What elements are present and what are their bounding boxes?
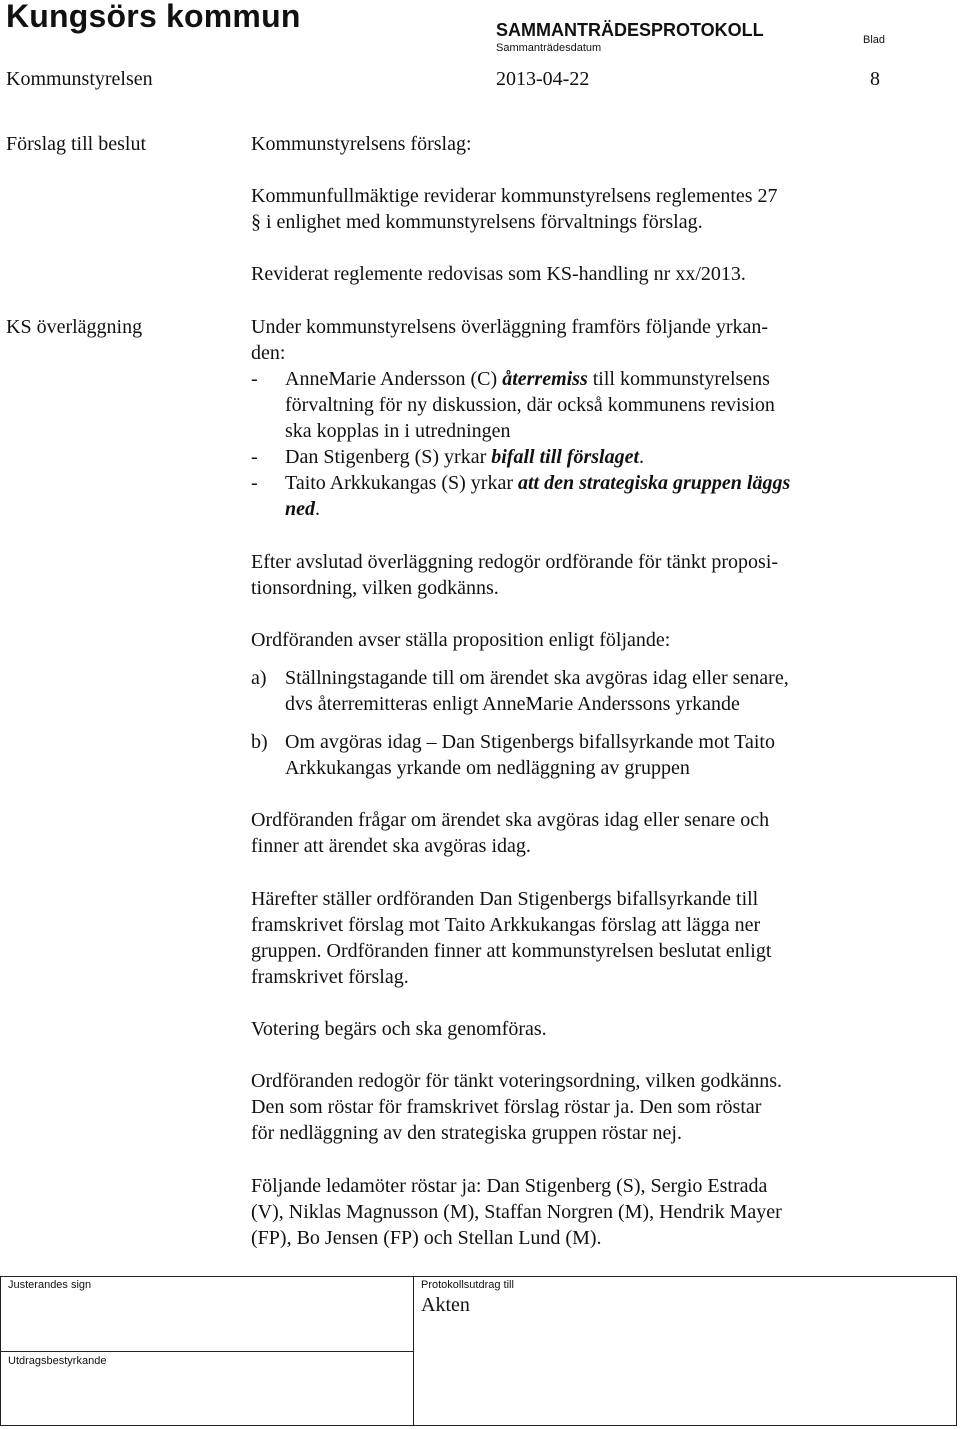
- document-type: SAMMANTRÄDESPROTOKOLL: [496, 20, 764, 40]
- paragraph-line: Ordföranden frågar om ärendet ska avgöras idag eller senare och: [251, 809, 770, 831]
- proposal-line: Reviderat reglemente redovisas som KS-handling nr xx/2013.: [251, 263, 746, 285]
- deliberation-intro: den:: [251, 342, 286, 364]
- dash-marker: -: [251, 472, 258, 494]
- deliberation-label: KS överläggning: [6, 316, 143, 338]
- dash-marker: -: [251, 446, 258, 468]
- paragraph-line: gruppen. Ordföranden finner att kommunstyrelsen beslutat enligt: [251, 940, 772, 962]
- extract-recipient-label: Protokollsutdrag till: [421, 1279, 514, 1291]
- footer-divider-horizontal: [0, 1351, 414, 1352]
- paragraph-line: Följande ledamöter röstar ja: Dan Stigenberg (S), Sergio Estrada: [251, 1175, 768, 1197]
- meeting-date-label: Sammanträdesdatum: [496, 42, 602, 54]
- list-item-b: Om avgöras idag – Dan Stigenbergs bifallsyrkande mot Taito: [285, 731, 775, 753]
- motion-item: - Dan Stigenberg (S) yrkar bifall till förslaget.: [251, 446, 645, 468]
- proposal-line: Kommunfullmäktige reviderar kommunstyrelsens reglementes 27: [251, 185, 778, 207]
- emphasis: bifall till förslaget: [491, 446, 640, 468]
- proposal-line: § i enlighet med kommunstyrelsens förvaltnings förslag.: [251, 211, 703, 233]
- deliberation-intro: Under kommunstyrelsens överläggning framförs följande yrkan-: [251, 316, 769, 338]
- paragraph-line: tionsordning, vilken godkänns.: [251, 577, 499, 599]
- meeting-date: 2013-04-22: [496, 68, 590, 90]
- paragraph-line: Den som röstar för framskrivet förslag röstar ja. Den som röstar: [251, 1096, 762, 1118]
- paragraph-line: (FP), Bo Jensen (FP) och Stellan Lund (M).: [251, 1227, 602, 1249]
- motion-item: - Taito Arkkukangas (S) yrkar att den strategiska gruppen läggs: [251, 472, 791, 494]
- motion-item-line: ska kopplas in i utredningen: [285, 420, 511, 442]
- motion-item: - AnneMarie Andersson (C) återremiss till kommunstyrelsens: [251, 368, 770, 390]
- emphasis: återremiss: [502, 368, 588, 390]
- extract-recipient-value: Akten: [421, 1294, 470, 1316]
- signature-label: Justerandes sign: [8, 1279, 92, 1291]
- page-number: 8: [870, 68, 880, 90]
- motion-item-line: ned.: [285, 498, 320, 520]
- committee-name: Kommunstyrelsen: [6, 68, 153, 90]
- organization-name: Kungsörs kommun: [6, 0, 301, 34]
- certification-label: Utdragsbestyrkande: [8, 1355, 107, 1367]
- list-item-a: Ställningstagande till om ärendet ska avgöras idag eller senare,: [285, 667, 789, 689]
- paragraph-line: Efter avslutad överläggning redogör ordförande för tänkt proposi-: [251, 551, 779, 573]
- dash-marker: -: [251, 368, 258, 390]
- paragraph-line: finner att ärendet ska avgöras idag.: [251, 835, 531, 857]
- page-label: Blad: [863, 34, 886, 46]
- paragraph-line: framskrivet förslag mot Taito Arkkukangas förslag att lägga ner: [251, 914, 761, 936]
- proposal-label: Förslag till beslut: [6, 133, 146, 155]
- paragraph-line: Votering begärs och ska genomföras.: [251, 1018, 547, 1040]
- paragraph-line: framskrivet förslag.: [251, 966, 409, 988]
- paragraph-line: Ordföranden avser ställa proposition enligt följande:: [251, 629, 671, 651]
- paragraph-line: för nedläggning av den strategiska gruppen röstar nej.: [251, 1122, 682, 1144]
- motion-item-line: förvaltning för ny diskussion, där också kommunens revision: [285, 394, 775, 416]
- paragraph-line: Ordföranden redogör för tänkt voteringsordning, vilken godkänns.: [251, 1070, 782, 1092]
- proposal-heading: Kommunstyrelsens förslag:: [251, 133, 472, 155]
- paragraph-line: (V), Niklas Magnusson (M), Staffan Norgren (M), Hendrik Mayer: [251, 1201, 782, 1223]
- list-marker-b: b): [251, 731, 268, 753]
- paragraph-line: Härefter ställer ordföranden Dan Stigenbergs bifallsyrkande till: [251, 888, 759, 910]
- list-item-b: Arkkukangas yrkande om nedläggning av gruppen: [285, 757, 690, 779]
- list-item-a: dvs återremitteras enligt AnneMarie Anderssons yrkande: [285, 693, 740, 715]
- emphasis: att den strategiska gruppen läggs: [518, 472, 791, 494]
- list-marker-a: a): [251, 667, 267, 689]
